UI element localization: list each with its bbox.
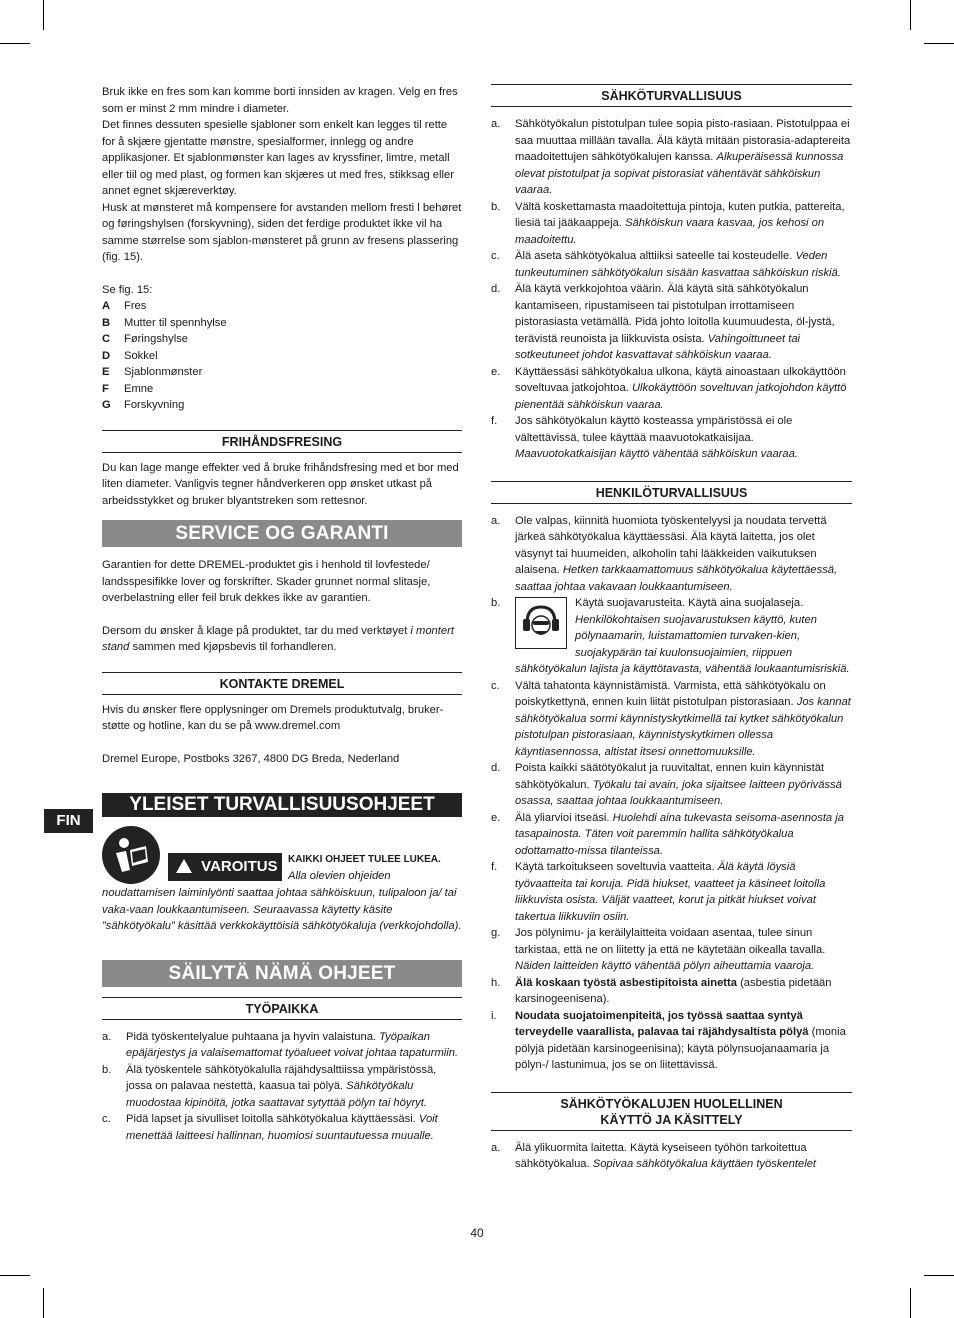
- sahko-list: [491, 116, 852, 463]
- read-manual-icon: [102, 826, 160, 884]
- warning-header: [102, 826, 462, 884]
- right-column: [491, 84, 852, 1173]
- crop-mark: [0, 43, 30, 44]
- list-item: g. Jos pölynimu- ja keräilylaitteita voidaan asentaa, tulee sinun tarkistaa, että ne on liitetty ja että ne käytetään oikealla tavalla. Näiden laitteiden käyttö vähentää pölyn aiheuttamia vaaroja.: [491, 927, 826, 972]
- legend-item: E Sjablonmønster: [102, 366, 203, 378]
- tyopaikka-list: [102, 1029, 462, 1145]
- crop-mark: [43, 1288, 44, 1318]
- section-heading-sahkoturvallisuus: SÄHKÖTURVALLISUUS: [491, 84, 852, 107]
- figure-legend: [102, 298, 462, 414]
- crop-mark: [910, 0, 911, 30]
- section-heading-frihandsfresing: FRIHÅNDSFRESING: [102, 430, 462, 453]
- intro-paragraph: Bruk ikke en fres som kan komme borti innsiden av kragen. Velg en fres som er minst 2 mm mindre i diameter.: [102, 86, 458, 115]
- legend-item: G Forskyvning: [102, 399, 185, 411]
- list-item: a. Pidä työskentelyalue puhtaana ja hyvin valaistuna. Työpaikan epäjärjestys ja valaisemattomat työalueet voivat johtaa tapaturmiin.: [102, 1030, 459, 1059]
- legend-item: B Mutter til spennhylse: [102, 316, 227, 329]
- list-item: b. Vältä koskettamasta maadoitettuja pintoja, kuten putkia, pattereita, liesiä tai jääkaappeja. Sähköiskun vaara kasvaa, jos kehosi on maadoitettu.: [491, 200, 845, 246]
- section-heading-henkiloturvallisuus: HENKILÖTURVALLISUUS: [491, 481, 852, 504]
- list-item: b. Käytä suojavarusteita. Käytä aina suojalaseja. Henkilökohtaisen suojavarustuksen käyttö, kuten pölynaamarin, luistamattomien turvaken-kien, suojakypärän tai kuulonsuojaimien, riippuen sähkötyökalun lajista ja käyttötavasta, vähentää loukaantumisriskiä.: [491, 597, 850, 675]
- crop-mark: [924, 1275, 954, 1276]
- list-item: c. Pidä lapset ja sivulliset loitolla sähkötyökalua käyttäessäsi. Voit menettää laitteesi hallinnan, huomiosi suuntautuessa muualle.: [102, 1113, 438, 1142]
- list-item: f. Käytä tarkoitukseen soveltuvia vaatteita. Älä käytä löysiä työvaatteita tai koruja. Pidä hiukset, vaatteet ja käsineet loitolla liikkuvista osista. Väljät vaatteet, korut ja pitkät hiukset voivat takertua liikkuviin osiin.: [491, 861, 826, 923]
- crop-mark: [43, 0, 44, 30]
- section-banner-sailyta: SÄILYTÄ NÄMÄ OHJEET: [102, 960, 462, 987]
- warning-triangle-icon: [176, 859, 192, 873]
- legend-item: A Fres: [102, 300, 147, 312]
- list-item: e. Käyttäessäsi sähkötyökalua ulkona, käytä ainoastaan ulkokäyttöön soveltuvaa jatkojohtoa. Ulkokäyttöön soveltuvan jatkojohdon käyttö pienentää sähköiskun vaaraa.: [491, 365, 847, 411]
- warning-intro: KAIKKI OHJEET TULEE LUKEA. Alla olevien ohjeiden: [288, 854, 441, 882]
- list-item: a. Sähkötyökalun pistotulpan tulee sopia pisto-rasiaan. Pistotulppaa ei saa muuttaa millään tavalla. Älä käytä mitään pistorasia-adaptereita maadoitettujen sähkötyökalujen kanssa. Alkuperäisessä kunnossa olevat pistotulpat ja sopivat pistorasiat vähentävät sähköiskun vaaraa.: [491, 118, 851, 196]
- list-item: a. Ole valpas, kiinnitä huomiota työskentelyysi ja noudata tervettä järkeä sähkötyökalua käyttäessäsi. Älä käytä laitetta, jos olet väsynyt tai huumeiden, alkoholin tahi lääkkeiden vaikutuksen alaisena. Hetken tarkkaamattomuus sähkötyökalua käytettäessä, saattaa johtaa vakavaan loukkaantumiseen.: [491, 514, 838, 593]
- warning-badge: VAROITUS: [168, 853, 282, 881]
- crop-mark: [924, 43, 954, 44]
- list-item: a. Älä ylikuormita laitetta. Käytä kyseiseen työhön tarkoitettua sähkötyökalua. Sopivaa sähkötyökalua käyttäen työskentelet: [491, 1141, 817, 1170]
- list-item: c. Vältä tahatonta käynnistämistä. Varmista, että sähkötyökalu on poiskytkettynä, ennen kuin liität pistotulpan pistorasiaan. Jos kannat sähkötyökalua sormi käynnistyskytkimellä tai kytket sähkötyökalun pistotulpan pistorasiaan, käynnistyskytkimen ollessa käyntiasennossa, altistat itsesi onnettomuuksille.: [491, 679, 851, 758]
- legend-item: D Sokkel: [102, 349, 158, 362]
- list-item: h. Älä koskaan työstä asbestipitoista ainetta (asbestia pidetään karsinogeenisena).: [491, 976, 832, 1005]
- crop-mark: [910, 1288, 911, 1318]
- section-heading-huolellinen: SÄHKÖTYÖKALUJEN HUOLELLINEN KÄYTTÖ JA KÄSITTELY: [491, 1092, 852, 1131]
- left-column: [102, 84, 462, 1144]
- list-item: f. Jos sähkötyökalun käyttö kosteassa ympäristössä ei ole vältettävissä, tulee käyttää maavuotokatkaisijaa. Maavuotokatkaisijan käyttö vähentää sähköiskun vaaraa.: [491, 415, 798, 460]
- list-item: e. Älä yliarvioi itseäsi. Huolehdi aina tukevasta seisoma-asennosta ja tasapainosta. Täten voit paremmin hallita sähkötyökalua odottamatto-missa tilanteissa.: [491, 811, 844, 857]
- kontakte-address: Dremel Europe, Postboks 3267, 4800 DG Breda, Nederland: [102, 752, 400, 765]
- page-number: 40: [470, 1226, 484, 1240]
- list-item: i. Noudata suojatoimenpiteitä, jos työssä saattaa syntyä terveydelle vaarallista, palavaa tai räjähdysaltista pölyä (monia pölyjä pidetään karsinogeenisina); käytä pölynsuojanaamaria ja pölyn-/ lastunimua, jos se on liitettävissä.: [491, 1009, 846, 1071]
- legend-item: C Føringshylse: [102, 333, 189, 345]
- section-heading-tyopaikka: TYÖPAIKKA: [102, 997, 462, 1020]
- section-banner-service: SERVICE OG GARANTI: [102, 520, 462, 547]
- kontakte-paragraph: Hvis du ønsker flere opplysninger om Dremels produktutvalg, bruker-støtte og hotline, kan du se på www.dremel.com: [102, 703, 444, 732]
- henk-list: [491, 513, 852, 1074]
- language-tab-fin: FIN: [44, 809, 93, 833]
- section-banner-yleiset: YLEISET TURVALLISUUSOHJEET: [102, 793, 462, 817]
- crop-mark: [0, 1275, 30, 1276]
- frihand-paragraph: Du kan lage mange effekter ved å bruke frihåndsfresing med et bor med liten diameter. Vanligvis tegner håndverkeren opp ønsket utkast på arbeidsstykket og bruker blyantstreken som rettesnor.: [102, 461, 459, 507]
- section-heading-kontakte: KONTAKTE DREMEL: [102, 672, 462, 695]
- protective-gear-icon: [515, 597, 567, 649]
- service-paragraph: Dersom du ønsker å klage på produktet, tar du med verktøyet i montert stand sammen med kjøpsbevis til forhandleren.: [102, 624, 454, 653]
- intro-paragraph: Husk at mønsteret må kompensere for avstanden mellom fresti l behøret og føringshylsen (forskyvning), siden det ferdige produktet ikke vil ha samme størrelse som sjablon-mønsteret på grunn av fresens plassering (fig. 15).: [102, 201, 462, 263]
- huol-list: [491, 1140, 852, 1173]
- list-item: d. Poista kaikki säätötyökalut ja ruuvitaltat, ennen kuin käynnistät sähkötyökalun. Työkalu tai avain, joka sijaitsee laitteen pyörivässä osassa, saattaa johtaa loukkaantumiseen.: [491, 762, 842, 807]
- legend-item: F Emne: [102, 382, 154, 395]
- list-item: d. Älä käytä verkkojohtoa väärin. Älä käytä sitä sähkötyökalun kantamiseen, ripustamiseen tai pistotulpan irrottamiseen pistorasiasta vetämällä. Pidä johto loitolla kuumuudesta, öl-jystä, terävistä reunoista ja liikkuvista osista. Vahingoittuneet tai sotkeutuneet johdot kasvattavat sähköiskun vaaraa.: [491, 283, 835, 361]
- intro-paragraph: Det finnes dessuten spesielle sjabloner som enkelt kan legges til rette for å skjære gjentatte mønstre, spesialformer, innlegg og andre applikasjoner. Et sjablonmønster kan lages av kryssfiner, limtre, metall eller tiil og med plast, og formen kan skjæres ut med fres, stikksag eller annet egnet skjæreverktøy.: [102, 119, 454, 197]
- service-paragraph: Garantien for dette DREMEL-produktet gis i henhold til lovfestede/ landsspesifikke lover og forskrifter. Skader grunnet normal slitasje, overbelastning eller feil bruk dekkes ikke av garantien.: [102, 559, 431, 604]
- list-item: b. Älä työskentele sähkötyökalulla räjähdysalttiissa ympäristössä, jossa on palavaa nestettä, kaasua tai pölyä. Sähkötyökalu muodostaa kipinöitä, jotka saattavat sytyttää pölyn tai höyryt.: [102, 1063, 437, 1109]
- figure-reference: Se fig. 15:: [102, 283, 153, 296]
- warning-text: noudattamisen laiminlyönti saattaa johtaa sähköiskuun, tulipaloon ja/ tai vaka-vaan loukkaantumiseen. Seuraavassa käytetty käsite ”sähkötyökalu” käsittää verkkokäyttöisiä sähkötyökaluja (verkkojohdolla).: [102, 887, 462, 932]
- list-item: c. Älä aseta sähkötyökalua alttiiksi sateelle tai kosteudelle. Veden tunkeutuminen sähkötyökalun sisään kasvattaa sähköiskun riskiä.: [491, 250, 841, 279]
